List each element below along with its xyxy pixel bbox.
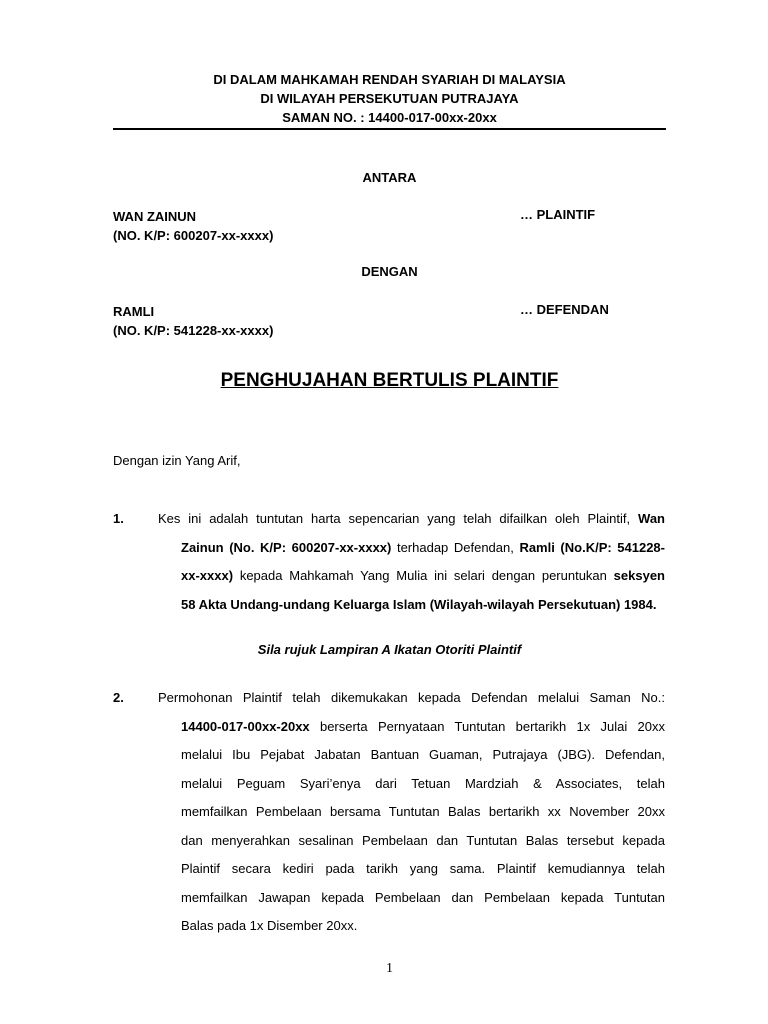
plaintiff-ic: (NO. K/P: 600207-xx-xxxx)	[113, 228, 274, 243]
para-1-text: kepada Mahkamah Yang Mulia ini selari dengan peruntukan	[233, 568, 614, 583]
para-2-line-2	[181, 713, 665, 742]
dengan-label: DENGAN	[361, 264, 418, 279]
case-number-line: SAMAN NO. : 14400-017-00xx-20xx	[282, 110, 497, 125]
para-1-line-1	[158, 505, 665, 534]
para-1-line-2	[181, 534, 665, 563]
para-1-bold: Ramli (No.K/P: 541228-	[519, 539, 665, 555]
para-1-text: terhadap Defendan,	[391, 539, 520, 555]
salutation: Dengan izin Yang Arif,	[113, 453, 241, 468]
para-1	[158, 505, 665, 619]
para-2-text: berserta Pernyataan Tuntutan bertarikh 1x Julai 20xx	[309, 718, 665, 734]
plaintiff-block	[113, 207, 273, 245]
para-1-bold: Wan	[638, 511, 665, 526]
para-1-bold: xx-xxxx)	[181, 568, 234, 583]
para-1-line-4: 58 Akta Undang-undang Keluarga Islam (Wilayah-wilayah Persekutuan) 1984.	[181, 596, 657, 612]
para-2-line-9: Balas pada 1x Disember 20xx.	[181, 918, 358, 933]
para-1-number: 1.	[113, 511, 124, 526]
antara-label: ANTARA	[362, 170, 417, 185]
defendant-name: RAMLI	[113, 304, 155, 319]
defendant-ic: (NO. K/P: 541228-xx-xxxx)	[113, 323, 274, 338]
reference-note: Sila rujuk Lampiran A Ikatan Otoriti Plaintif	[257, 642, 522, 657]
defendant-role: … DEFENDAN	[520, 302, 609, 317]
para-2-line-8: memfailkan Jawapan kepada Pembelaan dan Pembelaan kepada Tuntutan	[181, 889, 665, 905]
para-2-line-3: melalui Ibu Pejabat Jabatan Bantuan Guaman, Putrajaya (JBG). Defendan,	[181, 747, 665, 762]
page-number: 1	[386, 961, 393, 976]
para-2-bold: 14400-017-00xx-20xx	[181, 718, 310, 734]
para-1-bold: seksyen	[613, 568, 665, 583]
defendant-block	[113, 302, 273, 340]
para-2-number: 2.	[113, 690, 124, 705]
para-1-text: Kes ini adalah tuntutan harta sepencarian yang telah difailkan oleh Plaintif,	[158, 511, 639, 526]
plaintiff-name: WAN ZAINUN	[113, 209, 197, 224]
para-2-line-1: Permohonan Plaintif telah dikemukakan kepada Defendan melalui Saman No.:	[158, 690, 665, 705]
para-2-line-6: dan menyerahkan sesalinan Pembelaan dan Tuntutan Balas tersebut kepada	[181, 832, 665, 848]
header-divider	[113, 128, 666, 130]
para-2-line-5: memfailkan Pembelaan bersama Tuntutan Balas bertarikh xx November 20xx	[181, 804, 665, 819]
document-title: PENGHUJAHAN BERTULIS PLAINTIF	[220, 370, 559, 391]
court-header-line-2: DI WILAYAH PERSEKUTUAN PUTRAJAYA	[260, 91, 519, 106]
court-header	[113, 70, 666, 127]
para-2-line-4: melalui Peguam Syari’enya dari Tetuan Mardziah & Associates, telah	[181, 775, 665, 791]
plaintiff-role: … PLAINTIF	[520, 207, 596, 222]
court-header-line-1: DI DALAM MAHKAMAH RENDAH SYARIAH DI MALAYSIA	[213, 72, 566, 87]
para-2-line-7: Plaintif secara kediri pada tarikh yang sama. Plaintif kemudiannya telah	[181, 861, 665, 876]
para-2	[158, 684, 665, 941]
para-1-line-3	[181, 562, 665, 591]
para-1-bold: Zainun (No. K/P: 600207-xx-xxxx)	[181, 539, 392, 555]
